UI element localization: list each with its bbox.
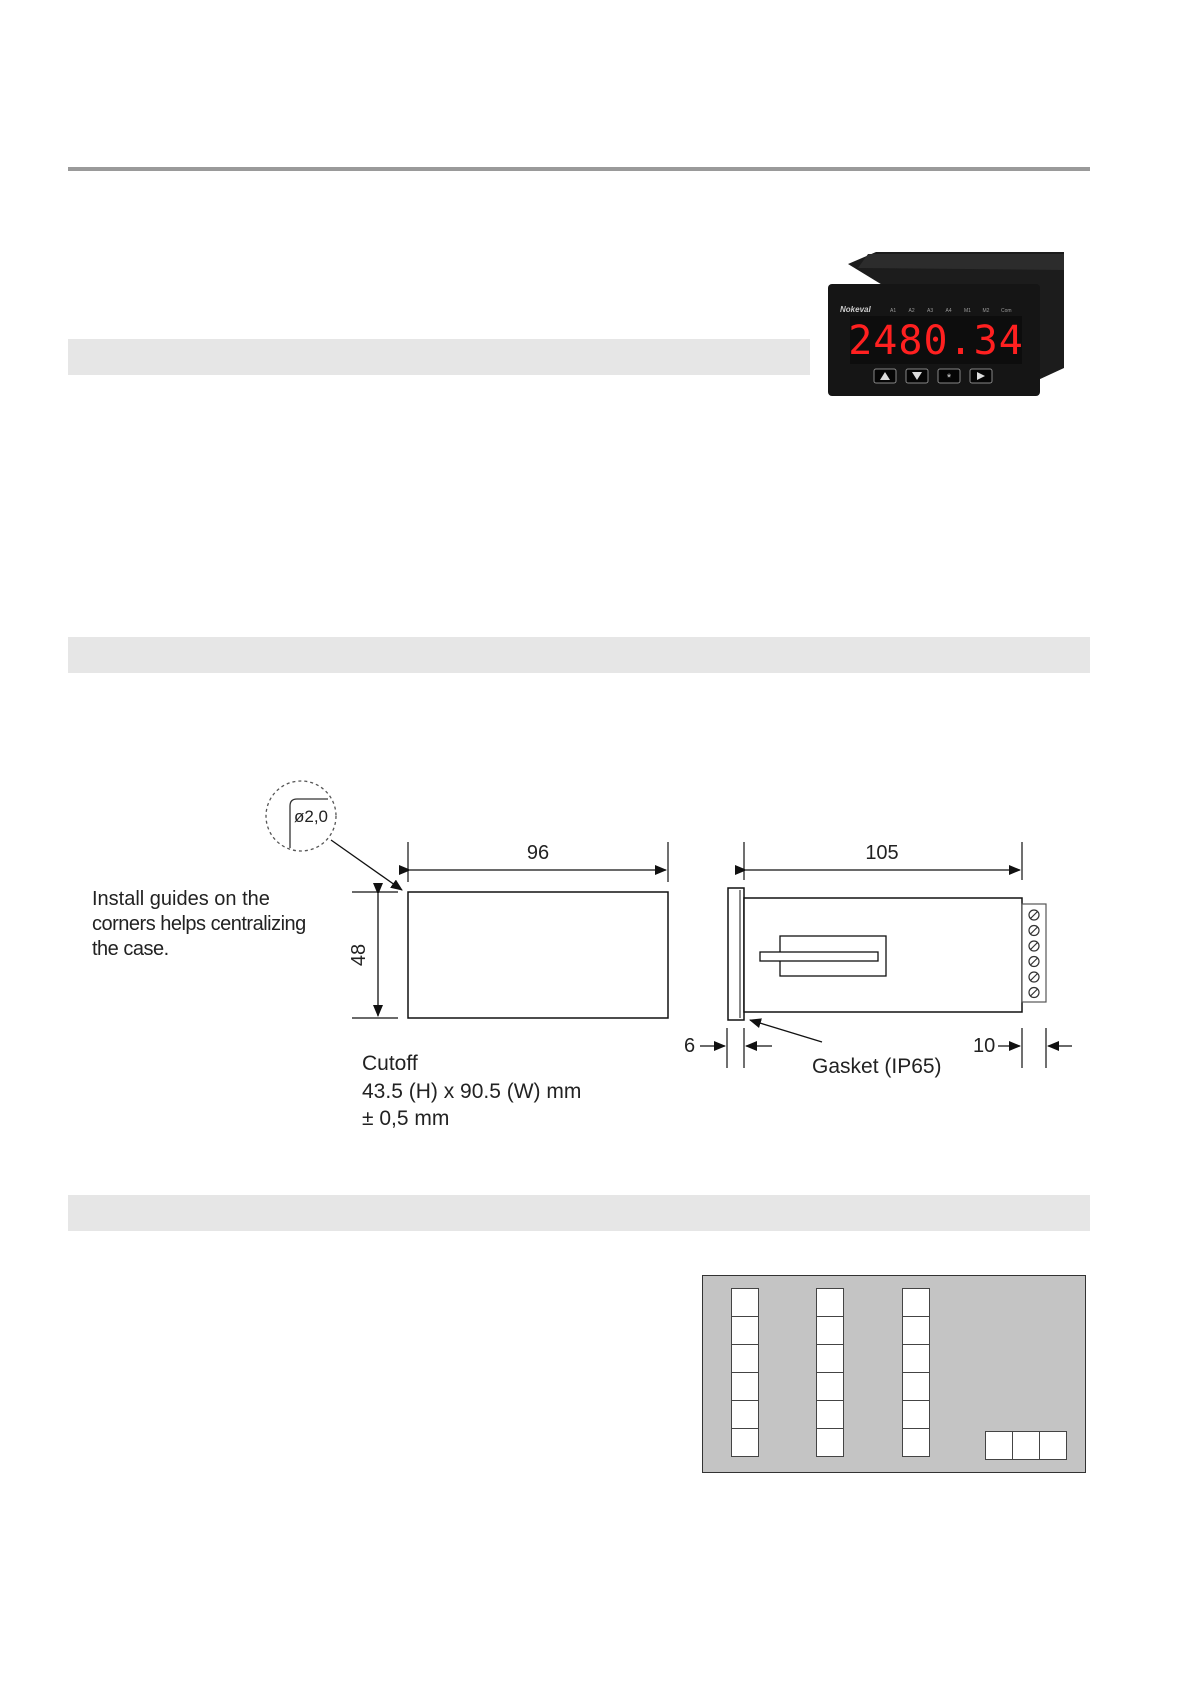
front-width-label: 96 — [526, 842, 550, 864]
terminal-cell — [731, 1372, 759, 1401]
star-icon: * — [946, 372, 952, 384]
terminal-cell — [731, 1400, 759, 1429]
device-photo — [828, 250, 1064, 398]
terminal-cell — [816, 1288, 844, 1317]
terminal-cell — [902, 1288, 930, 1317]
terminal-cell — [902, 1316, 930, 1345]
section-heading-bar-3 — [68, 1195, 1090, 1231]
terminal-block-diagram — [702, 1275, 1086, 1473]
terminal-cell — [902, 1428, 930, 1457]
corner-pointer-arrow — [331, 840, 402, 890]
led-display-value: 2480.34 — [848, 318, 1024, 364]
terminal-cell — [731, 1428, 759, 1457]
terminal-depth-label: 10 — [973, 1035, 996, 1057]
indicator-label: A2 — [908, 308, 915, 314]
cutoff-title: Cutoff — [362, 1052, 418, 1075]
side-length-label: 105 — [865, 842, 899, 864]
terminal-row-bottom — [986, 1431, 1067, 1460]
device-brand: Nokeval — [840, 305, 871, 314]
terminal-cell — [816, 1372, 844, 1401]
front-height-label: 48 — [348, 943, 370, 967]
indicator-label: M2 — [982, 308, 990, 314]
header-rule — [68, 167, 1090, 171]
terminal-cell — [902, 1344, 930, 1373]
install-note-line-3: the case. — [92, 938, 169, 960]
terminal-cell — [816, 1428, 844, 1457]
terminal-cell — [731, 1288, 759, 1317]
terminal-cell — [902, 1400, 930, 1429]
terminal-cell — [816, 1400, 844, 1429]
section-heading-bar-1 — [68, 339, 810, 375]
cutoff-tolerance: ± 0,5 mm — [362, 1107, 450, 1130]
gasket-pointer-arrow — [750, 1020, 822, 1042]
terminal-cell — [985, 1431, 1013, 1460]
terminal-cell — [1039, 1431, 1067, 1460]
indicator-label: M1 — [964, 308, 971, 314]
cutoff-size: 43.5 (H) x 90.5 (W) mm — [362, 1080, 582, 1103]
install-note-line-2: corners helps centralizing — [92, 913, 306, 935]
terminal-column-3 — [902, 1289, 930, 1457]
dimension-drawing — [80, 770, 1110, 1140]
terminal-cell — [902, 1372, 930, 1401]
terminal-column-2 — [816, 1289, 844, 1457]
side-front-bezel — [728, 888, 744, 1020]
indicator-label: A1 — [890, 308, 897, 314]
side-clip-rail — [760, 952, 878, 961]
indicator-label: A4 — [945, 308, 952, 314]
terminal-column-1 — [731, 1289, 759, 1457]
indicator-label: Com — [1001, 308, 1012, 314]
terminal-cell — [731, 1316, 759, 1345]
indicator-label: A3 — [927, 308, 934, 314]
terminal-cell — [816, 1344, 844, 1373]
section-heading-bar-2 — [68, 637, 1090, 673]
terminal-cell — [816, 1316, 844, 1345]
gasket-label: Gasket (IP65) — [812, 1055, 942, 1078]
front-thickness-label: 6 — [684, 1035, 696, 1057]
install-note-line-1: Install guides on the — [92, 888, 270, 910]
terminal-cell — [731, 1344, 759, 1373]
front-view-rect — [408, 892, 668, 1018]
terminal-cell — [1012, 1431, 1040, 1460]
corner-detail-label: ø2,0 — [294, 807, 329, 826]
